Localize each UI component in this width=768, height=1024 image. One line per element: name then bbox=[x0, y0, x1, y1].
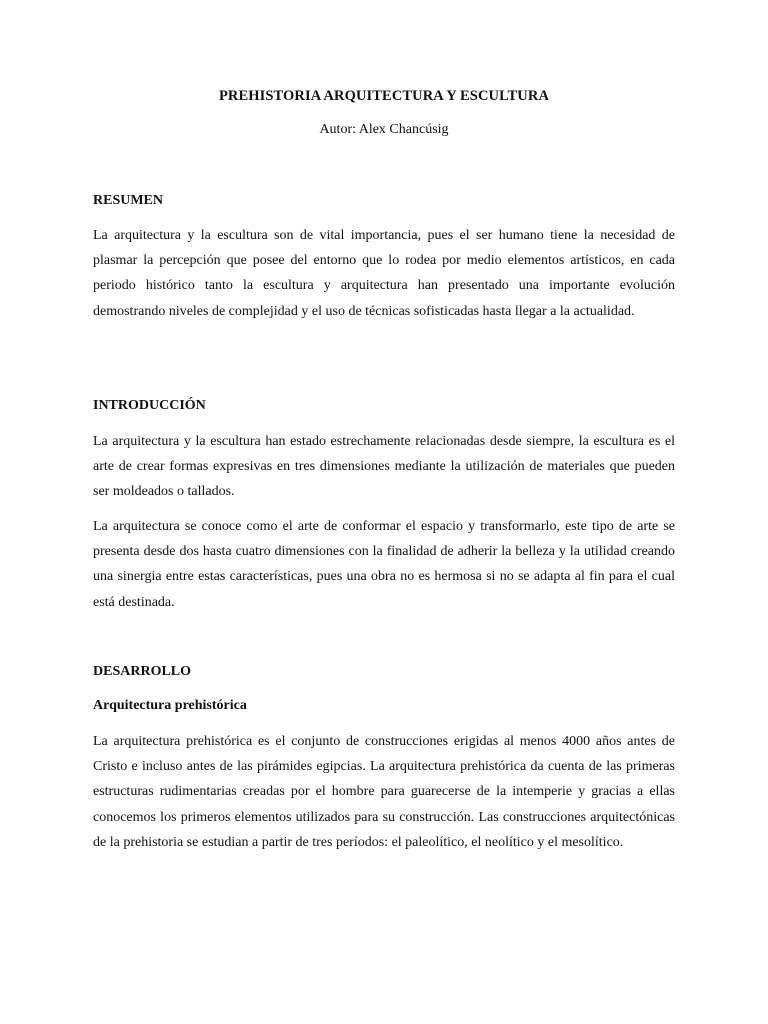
document-title: PREHISTORIA ARQUITECTURA Y ESCULTURA bbox=[218, 88, 550, 104]
section-heading-introduccion: INTRODUCCIÓN bbox=[93, 398, 206, 413]
document-author: Autor: Alex Chancúsig bbox=[319, 122, 449, 137]
resumen-paragraph: La arquitectura y la escultura son de vital importancia, pues el ser humano tiene la necesidad de plasmar la percepción que posee del entorno que lo rodea por medio elementos artísticos, en cada periodo histórico tanto la escultura y arquitectura han presentado una importante evolución demostrando niveles de complejidad y el uso de técnicas sofisticadas hasta llegar a la actualidad. bbox=[93, 228, 675, 319]
section-heading-resumen: RESUMEN bbox=[93, 193, 164, 208]
subheading-arquitectura-prehistorica: Arquitectura prehistórica bbox=[93, 698, 247, 713]
desarrollo-paragraph: La arquitectura prehistórica es el conjunto de construcciones erigidas al menos 4000 años antes de Cristo e incluso antes de las pirámides egipcias. La arquitectura prehistórica da cuenta de las primeras estructuras rudimentarias creadas por el hombre para guarecerse de la intemperie y gracias a ellas conocemos los primeros elementos utilizados para su construcción. Las construcciones arquitectónicas de la prehistoria se estudian a partir de tres períodos: el paleolítico, el neolítico y el mesolítico. bbox=[93, 734, 675, 850]
introduccion-paragraph-2: La arquitectura se conoce como el arte de conformar el espacio y transformarlo, este tipo de arte se presenta desde dos hasta cuatro dimensiones con la finalidad de adherir la belleza y la utilidad creando una sinergia entre estas características, pues una obra no es hermosa si no se adapta al fin para el cual está destinada. bbox=[93, 519, 675, 610]
introduccion-paragraph-1: La arquitectura y la escultura han estado estrechamente relacionadas desde siempre, la escultura es el arte de crear formas expresivas en tres dimensiones mediante la utilización de materiales que pueden ser moldeados o tallados. bbox=[93, 434, 675, 500]
section-heading-desarrollo: DESARROLLO bbox=[93, 664, 192, 679]
